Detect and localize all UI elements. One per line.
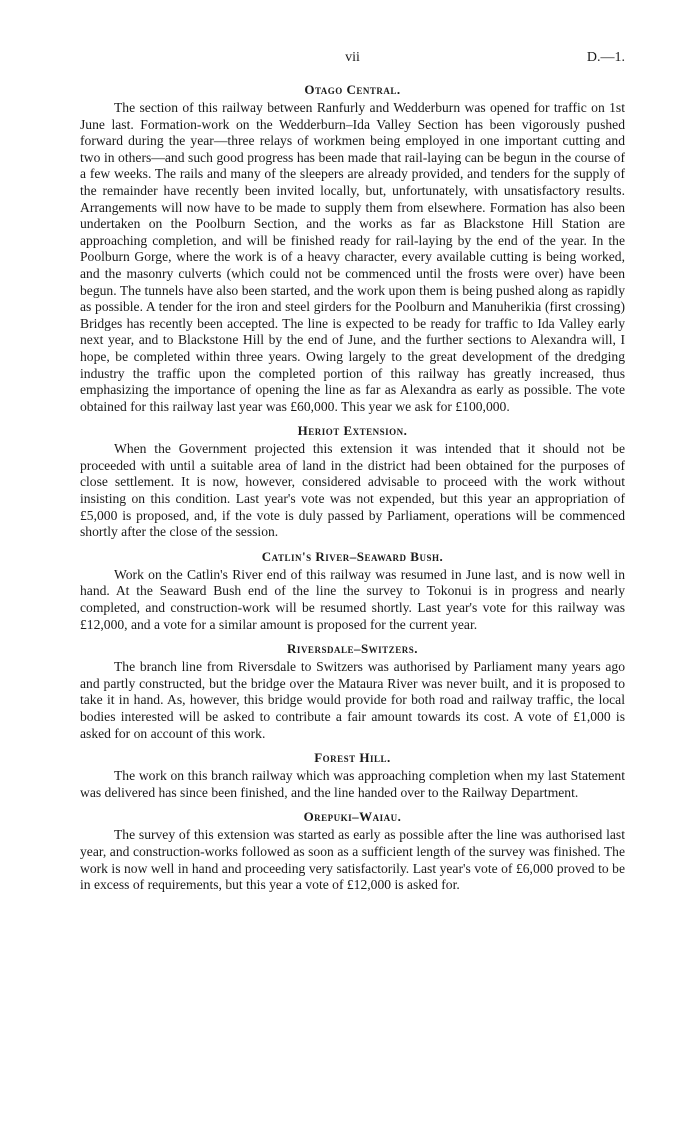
section-title: Forest Hill. bbox=[314, 750, 391, 766]
section-title: Catlin's River–Seaward Bush. bbox=[261, 548, 444, 564]
document-body bbox=[80, 80, 625, 900]
section-catlins-river-seaward-bush bbox=[80, 547, 625, 633]
page-header bbox=[80, 50, 625, 70]
section-orepuki-waiau bbox=[80, 807, 625, 893]
section-paragraph: When the Government projected this extension it was intended that it should not be proceeded with until a suitable area of land in the district had been obtained for the purposes of close settlement. It is now, however, considered advisable to proceed with the work without insisting on this condition. Last year's vote was not expended, but this year an appropriation of £5,000 is proposed, and, if the vote is duly passed by Parliament, operations will be commenced shortly after the close of the session. bbox=[80, 441, 625, 540]
section-paragraph: The section of this railway between Ranfurly and Wedderburn was opened for traffic on 1st June last. Formation-work on the Wedderburn–Ida Valley Section has been vigorously pushed forward during the year—three relays of workmen being employed in one important cutting and two in others—and such good progress has been made that rail-laying can be begun in the course of a few weeks. The rails and many of the sleepers are already provided, and tenders for the supply of the remainder have recently been invited locally, but, unfortunately, with unsatisfactory results. Arrangements will now have to be made to supply them from elsewhere. Formation has also been undertaken on the Poolburn Section, and the works as far as Blackstone Hill Station are approaching completion, and will be finished ready for rail-laying by the end of the year. In the Poolburn Gorge, where the work is of a heavy character, every available cutting is being worked, and the masonry culverts (which could not be commenced until the frosts were over) have been begun. The tunnels have also been started, and the work upon them is being pushed along as rapidly as possible. A tender for the iron and steel girders for the Poolburn and Manuherikia (first crossing) Bridges has recently been accepted. The line is expected to be ready for traffic to Ida Valley early next year, and to Blackstone Hill by the end of June, and the further sections to Alexandra will, I hope, be completed within three years. Owing largely to the great development of the dredging industry the traffic upon the completed portion of this railway has greatly increased, thus emphasizing the importance of opening the line as far as Alexandra as early as possible. The vote obtained for this railway last year was £60,000. This year we ask for £100,000. bbox=[80, 100, 625, 414]
section-forest-hill bbox=[80, 748, 625, 801]
section-title: Riversdale–Switzers. bbox=[287, 641, 418, 657]
section-title: Heriot Extension. bbox=[297, 423, 408, 439]
section-title: Otago Central. bbox=[304, 82, 401, 97]
section-paragraph: The branch line from Riversdale to Switzers was authorised by Parliament many years ago and partly constructed, but the bridge over the Mataura River was never built, and it is proposed to take it in hand. As, however, this bridge would provide for both road and railway traffic, the local bodies interested will be asked to contribute a fair amount towards its cost. A vote of £1,000 is asked for on account of this work. bbox=[80, 659, 625, 741]
section-riversdale-switzers bbox=[80, 639, 625, 742]
section-title: Orepuki–Waiau. bbox=[303, 809, 402, 825]
section-paragraph: Work on the Catlin's River end of this railway was resumed in June last, and is now well in hand. At the Seaward Bush end of the line the survey to Tokonui is in progress and nearly completed, and construction-work will be resumed shortly. Last year's vote for this railway was £12,000, and a vote for a similar amount is proposed for the current year. bbox=[80, 566, 625, 632]
page-number: vii bbox=[345, 50, 360, 65]
section-otago-central bbox=[80, 80, 625, 415]
section-paragraph: The work on this branch railway which was approaching completion when my last Statement was delivered has since been finished, and the line handed over to the Railway Department. bbox=[80, 768, 625, 800]
document-reference: D.—1. bbox=[586, 50, 625, 65]
section-heriot-extension bbox=[80, 421, 625, 541]
section-paragraph: The survey of this extension was started as early as possible after the line was authorised last year, and construction-works followed as soon as a sufficient length of the survey was finished. The work is now well in hand and proceeding very satisfactorily. Last year's vote of £6,000 proved to be in excess of requirements, but this year a vote of £12,000 is asked for. bbox=[80, 827, 625, 893]
